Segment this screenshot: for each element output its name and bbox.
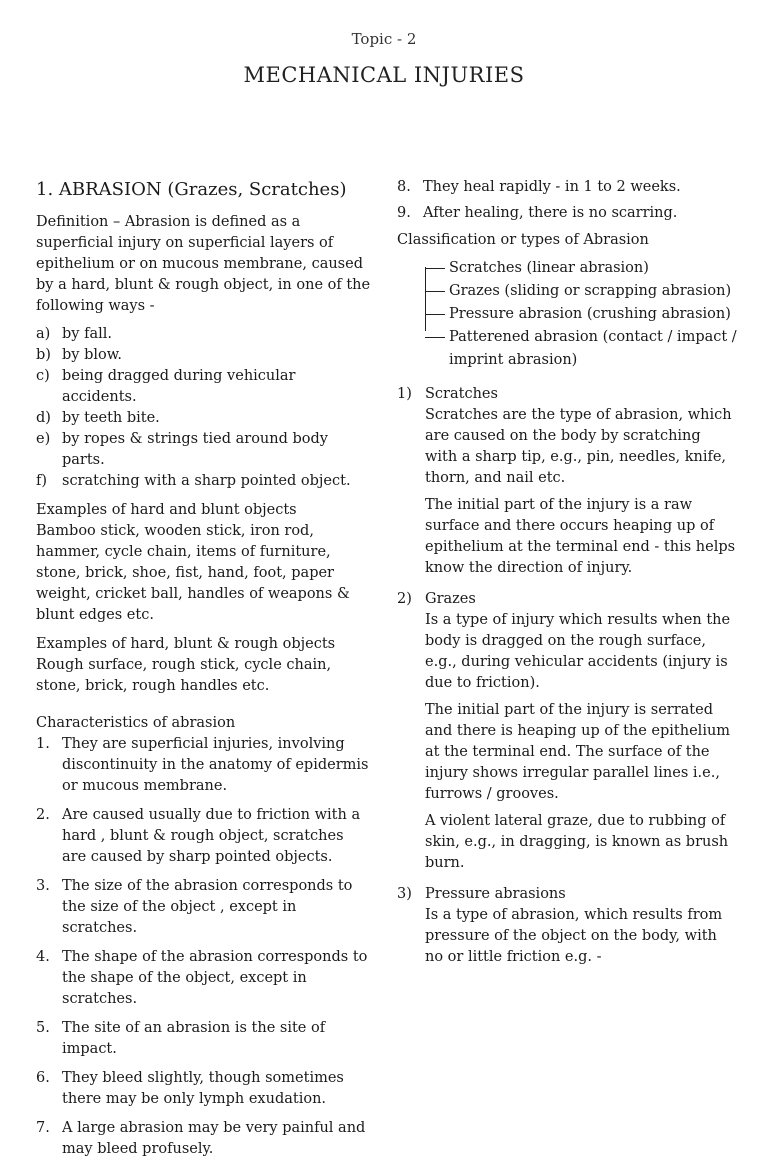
list-item-text: being dragged during vehicular accidents. bbox=[62, 368, 296, 405]
list-item-text: by teeth bite. bbox=[62, 410, 160, 426]
list-item bbox=[36, 408, 372, 429]
pressure-abrasions-section bbox=[397, 884, 737, 968]
left-column bbox=[36, 178, 372, 1168]
definition-paragraph: Definition – Abrasion is defined as a superficial injury on superficial layers of epithelium or on mucous membrane, caused by a hard, blunt & rough object, in one of the following ways - bbox=[36, 214, 371, 314]
paragraph: Scratches are the type of abrasion, which are caused on the body by scratching with a sharp tip, e.g., pin, needles, knife, thorn, and nail etc. bbox=[425, 407, 732, 486]
list-marker: e) bbox=[36, 431, 51, 447]
tree-item: Patterened abrasion (contact / impact / imprint abrasion) bbox=[449, 326, 737, 372]
list-item-text: The shape of the abrasion corresponds to the shape of the object, except in scratches. bbox=[62, 949, 368, 1007]
list-item-text: Are caused usually due to friction with a hard , blunt & rough object, scratches are caused by sharp pointed objects. bbox=[62, 807, 361, 865]
list-item-text: by ropes & strings tied around body parts. bbox=[62, 431, 328, 468]
list-item-text: They bleed slightly, though sometimes there may be only lymph exudation. bbox=[62, 1070, 344, 1107]
list-item bbox=[397, 177, 737, 198]
list-item bbox=[36, 1118, 372, 1160]
list-item bbox=[36, 429, 372, 471]
list-marker: 1. bbox=[36, 736, 50, 752]
section-heading: Grazes bbox=[425, 591, 476, 607]
list-item bbox=[36, 324, 372, 345]
paragraph: A violent lateral graze, due to rubbing of skin, e.g., in dragging, is known as brush burn. bbox=[425, 813, 729, 871]
section-marker: 2) bbox=[397, 591, 412, 607]
list-item bbox=[36, 947, 372, 1010]
paragraph: Is a type of abrasion, which results from pressure of the object on the body, with no or little friction e.g. - bbox=[425, 907, 723, 965]
list-item-text: by blow. bbox=[62, 347, 123, 363]
list-marker: d) bbox=[36, 410, 51, 426]
list-item-text: They heal rapidly - in 1 to 2 weeks. bbox=[423, 179, 681, 195]
section-heading: Scratches bbox=[425, 386, 498, 402]
list-item bbox=[36, 805, 372, 868]
classification-tree bbox=[421, 257, 737, 372]
list-item bbox=[397, 203, 737, 224]
list-marker: a) bbox=[36, 326, 51, 342]
paragraph: The initial part of the injury is serrated and there is heaping up of the epithelium at the terminal end. The surface of the injury shows irregular parallel lines i.e., furrows / grooves. bbox=[425, 702, 731, 802]
list-item-text: They are superficial injuries, involving discontinuity in the anatomy of epidermis or mucous membrane. bbox=[62, 736, 369, 794]
list-item-text: scratching with a sharp pointed object. bbox=[62, 473, 351, 489]
hard-blunt-heading: Examples of hard and blunt objects bbox=[36, 502, 297, 518]
tree-item: Grazes (sliding or scrapping abrasion) bbox=[449, 280, 737, 303]
right-column bbox=[397, 177, 737, 978]
list-item bbox=[36, 471, 372, 492]
characteristics-list bbox=[36, 734, 372, 1160]
list-item bbox=[36, 1068, 372, 1110]
list-item bbox=[36, 876, 372, 939]
paragraph: Is a type of injury which results when the body is dragged on the rough surface, e.g., during vehicular accidents (injury is due to friction). bbox=[425, 612, 731, 691]
list-item bbox=[36, 345, 372, 366]
list-marker: 5. bbox=[36, 1020, 50, 1036]
hard-blunt-examples: Bamboo stick, wooden stick, iron rod, hammer, cycle chain, items of furniture, stone, brick, shoe, fist, hand, foot, paper weight, cricket ball, handles of weapons & blunt edges etc. bbox=[36, 523, 350, 623]
classification-heading: Classification or types of Abrasion bbox=[397, 232, 649, 248]
list-marker: f) bbox=[36, 473, 48, 489]
tree-item: Pressure abrasion (crushing abrasion) bbox=[449, 303, 737, 326]
list-item bbox=[36, 366, 372, 408]
list-item-text: The size of the abrasion corresponds to the size of the object , except in scratches. bbox=[62, 878, 353, 936]
list-marker: 3. bbox=[36, 878, 50, 894]
characteristics-heading: Characteristics of abrasion bbox=[36, 715, 236, 731]
tree-item: Scratches (linear abrasion) bbox=[449, 257, 737, 280]
hard-blunt-rough-heading: Examples of hard, blunt & rough objects bbox=[36, 636, 336, 652]
section-marker: 3) bbox=[397, 886, 412, 902]
hard-blunt-rough-examples: Rough surface, rough stick, cycle chain, stone, brick, rough handles etc. bbox=[36, 657, 332, 694]
list-marker: c) bbox=[36, 368, 50, 384]
grazes-section bbox=[397, 589, 737, 874]
topic-label: Topic - 2 bbox=[351, 30, 417, 48]
list-marker: 9. bbox=[397, 205, 411, 221]
page-title: MECHANICAL INJURIES bbox=[243, 63, 525, 87]
section-marker: 1) bbox=[397, 386, 412, 402]
list-item-text: A large abrasion may be very painful and may bleed profusely. bbox=[62, 1120, 366, 1157]
section-title: 1. ABRASION (Grazes, Scratches) bbox=[36, 179, 347, 200]
section-heading: Pressure abrasions bbox=[425, 886, 566, 902]
list-marker: b) bbox=[36, 347, 51, 363]
list-marker: 4. bbox=[36, 949, 50, 965]
list-item-text: by fall. bbox=[62, 326, 112, 342]
list-item bbox=[36, 734, 372, 797]
list-marker: 8. bbox=[397, 179, 411, 195]
list-item-text: After healing, there is no scarring. bbox=[423, 205, 678, 221]
scratches-section bbox=[397, 384, 737, 579]
list-marker: 6. bbox=[36, 1070, 50, 1086]
list-item-text: The site of an abrasion is the site of impact. bbox=[62, 1020, 326, 1057]
ways-list bbox=[36, 324, 372, 492]
characteristics-list-continued bbox=[397, 177, 737, 224]
list-item bbox=[36, 1018, 372, 1060]
list-marker: 2. bbox=[36, 807, 50, 823]
list-marker: 7. bbox=[36, 1120, 50, 1136]
paragraph: The initial part of the injury is a raw surface and there occurs heaping up of epithelium at the terminal end - this helps know the direction of injury. bbox=[425, 497, 736, 576]
